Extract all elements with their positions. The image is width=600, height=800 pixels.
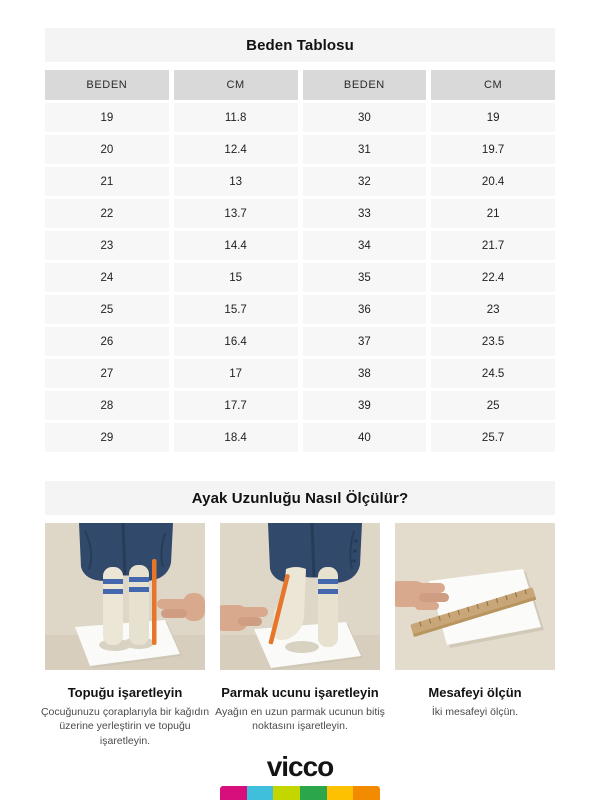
step-description: İki mesafeyi ölçün. — [431, 706, 519, 718]
step-mark-toe — [215, 523, 385, 748]
size-table-cell: 22 — [45, 199, 169, 228]
size-table-cell: 13.7 — [174, 199, 298, 228]
logo-color-segment — [273, 786, 300, 800]
logo-color-segment — [353, 786, 380, 800]
size-table-cell: 20.4 — [431, 167, 555, 196]
step-description: Ayağın en uzun parmak ucunun bitiş noktasını işaretleyin. — [215, 706, 385, 733]
size-table-cell: 32 — [303, 167, 427, 196]
measure-section-title: Ayak Uzunluğu Nasıl Ölçülür? — [45, 481, 555, 515]
step-title: Topuğu işaretleyin — [67, 685, 183, 700]
logo-color-segment — [327, 786, 354, 800]
size-table-cell: 17 — [174, 359, 298, 388]
size-table-cell: 25.7 — [431, 423, 555, 452]
size-table-cell: 40 — [303, 423, 427, 452]
measure-distance-illustration — [395, 523, 555, 670]
mark-heel-illustration — [45, 523, 205, 670]
size-table-cell: 16.4 — [174, 327, 298, 356]
size-table-cell: 14.4 — [174, 231, 298, 260]
size-table-cell: 24.5 — [431, 359, 555, 388]
size-table-cell: 30 — [303, 103, 427, 132]
size-table-cell: 38 — [303, 359, 427, 388]
measure-distance-photo — [395, 523, 555, 670]
size-table-cell: 25 — [431, 391, 555, 420]
mark-heel-photo — [45, 523, 205, 670]
size-table-cell: 20 — [45, 135, 169, 164]
mark-toe-photo — [220, 523, 380, 670]
logo-color-segment — [220, 786, 247, 800]
size-table-cell: 19.7 — [431, 135, 555, 164]
step-title: Mesafeyi ölçün — [428, 685, 522, 700]
mark-toe-illustration — [220, 523, 380, 670]
size-table-cell: 35 — [303, 263, 427, 292]
logo-color-segment — [300, 786, 327, 800]
size-table-cell: 29 — [45, 423, 169, 452]
step-measure-distance — [395, 523, 555, 748]
size-table-cell: 36 — [303, 295, 427, 324]
size-table-cell: 23 — [45, 231, 169, 260]
size-table-header-cell: CM — [174, 70, 298, 100]
size-table-cell: 27 — [45, 359, 169, 388]
size-table-cell: 18.4 — [174, 423, 298, 452]
size-table-cell: 24 — [45, 263, 169, 292]
size-table-cell: 37 — [303, 327, 427, 356]
size-table-cell: 21.7 — [431, 231, 555, 260]
size-table-cell: 23.5 — [431, 327, 555, 356]
size-table-cell: 21 — [431, 199, 555, 228]
size-table-cell: 26 — [45, 327, 169, 356]
size-table-cell: 25 — [45, 295, 169, 324]
size-table-cell: 11.8 — [174, 103, 298, 132]
size-table-cell: 21 — [45, 167, 169, 196]
size-table-cell: 22.4 — [431, 263, 555, 292]
size-table-cell: 31 — [303, 135, 427, 164]
size-table-cell: 39 — [303, 391, 427, 420]
size-table-cell: 13 — [174, 167, 298, 196]
size-table-cell: 28 — [45, 391, 169, 420]
measure-steps — [40, 523, 555, 748]
step-title: Parmak ucunu işaretleyin — [221, 685, 379, 700]
size-table-cell: 15.7 — [174, 295, 298, 324]
size-table-cell: 19 — [431, 103, 555, 132]
size-table-header-cell: BEDEN — [303, 70, 427, 100]
size-table-cell: 19 — [45, 103, 169, 132]
logo-color-segment — [247, 786, 274, 800]
brand-logo-text: vicco — [266, 751, 334, 782]
size-table — [45, 70, 555, 452]
size-table-cell: 17.7 — [174, 391, 298, 420]
size-table-title: Beden Tablosu — [45, 28, 555, 62]
size-table-header-cell: CM — [431, 70, 555, 100]
step-mark-heel — [40, 523, 210, 748]
brand-logo — [0, 753, 600, 800]
logo-rainbow-bar — [220, 786, 380, 800]
size-table-cell: 12.4 — [174, 135, 298, 164]
size-table-cell: 15 — [174, 263, 298, 292]
size-table-cell: 33 — [303, 199, 427, 228]
size-table-header-cell: BEDEN — [45, 70, 169, 100]
size-table-cell: 34 — [303, 231, 427, 260]
step-description: Çocuğunuzu çoraplarıyla bir kağıdın üzerine yerleştirin ve topuğu işaretleyin. — [40, 706, 210, 747]
size-table-cell: 23 — [431, 295, 555, 324]
